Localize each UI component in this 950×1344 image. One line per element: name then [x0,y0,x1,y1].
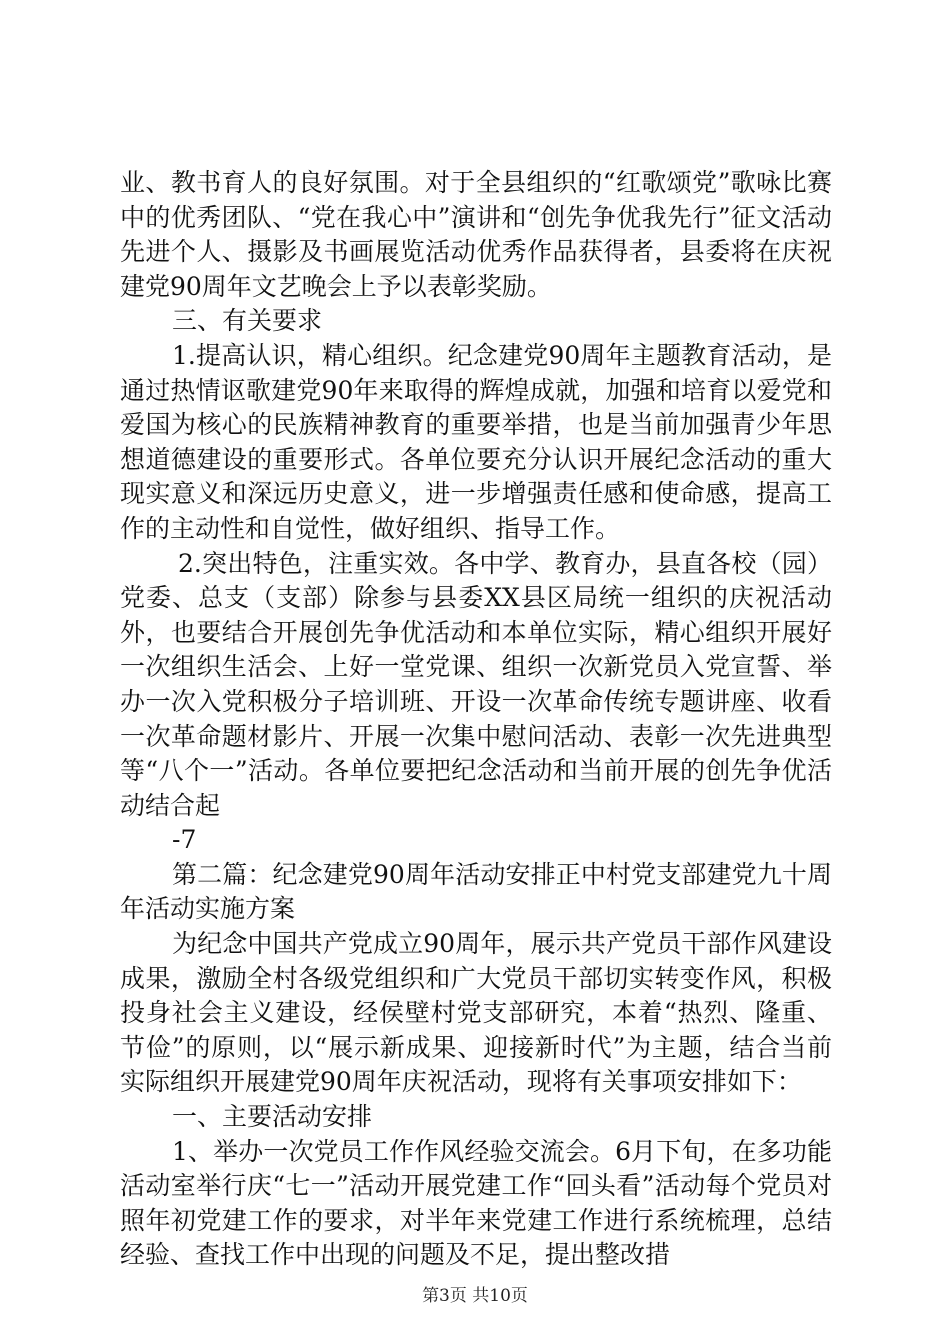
paragraph-intro: 为纪念中国共产党成立90周年，展示共产党员干部作风建设成果，激励全村各级党组织和广大党员干部切实转变作风，积极投身社会主义建设，经侯壁村党支部研究，本着“热烈、隆重、节俭”的原则，以“展示新成果、迎接新时代”为主题，结合当前实际组织开展建党90周年庆祝活动，现将有关事项安排如下： [120,929,832,1097]
document-body [120,166,832,1273]
paragraph-requirement-2: 2.突出特色，注重实效。各中学、教育办，县直各校（园）党委、总支（支部）除参与县委XX县区局统一组织的庆祝活动外，也要结合开展创先争优活动和本单位实际，精心组织开展好一次组织生活会、上好一堂党课、组织一次新党员入党宣誓、举办一次入党积极分子培训班、开设一次革命传统专题讲座、收看一次革命题材影片、开展一次集中慰问活动、表彰一次先进典型等“八个一”活动。各单位要把纪念活动和当前开展的创先争优活动结合起 [120,548,832,820]
chapter-title: 第二篇：纪念建党90周年活动安排正中村党支部建党九十周年活动实施方案 [120,859,832,924]
paragraph-1: 业、教书育人的良好氛围。对于全县组织的“红歌颂党”歌咏比赛中的优秀团队、“党在我心中”演讲和“创先争优我先行”征文活动先进个人、摄影及书画展览活动优秀作品获得者，县委将在庆祝建党90周年文艺晚会上予以表彰奖励。 [120,168,832,301]
section-heading-requirements: 三、有关要求 [172,306,323,336]
section-heading-activities: 一、主要活动安排 [172,1102,373,1132]
paragraph-requirement-1: 1.提高认识，精心组织。纪念建党90周年主题教育活动，是通过热情讴歌建党90年来取得的辉煌成就，加强和培育以爱党和爱国为核心的民族精神教育的重要举措，也是当前加强青少年思想道德建设的重要形式。各单位要充分认识开展纪念活动的重大现实意义和深远历史意义，进一步增强责任感和使命感，提高工作的主动性和自觉性，做好组织、指导工作。 [120,340,832,543]
paragraph-activity-1: 1、举办一次党员工作作风经验交流会。6月下旬，在多功能活动室举行庆“七一”活动开展党建工作“回头看”活动每个党员对照年初党建工作的要求，对半年来党建工作进行系统梳理，总结经验、查找工作中出现的问题及不足，提出整改措 [120,1136,832,1270]
page-marker: -7 [172,825,197,855]
page-footer: 第3页 共10页 [422,1286,528,1306]
